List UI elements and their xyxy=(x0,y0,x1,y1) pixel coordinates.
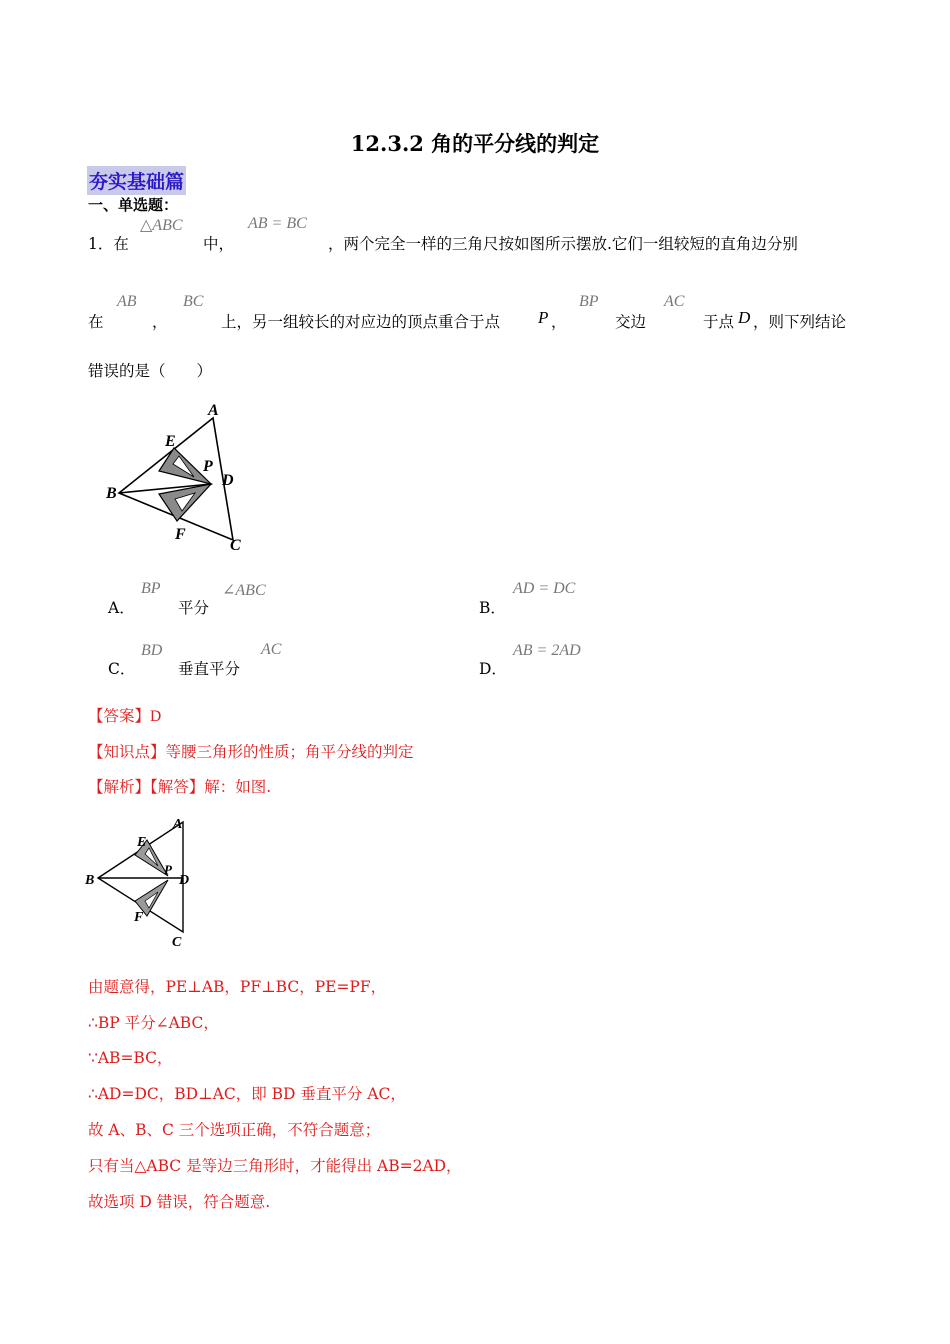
question-text: ，两个完全一样的三角尺按如图所示摆放.它们一组较短的直角边分别 xyxy=(328,235,798,253)
question-text: ， xyxy=(152,313,168,331)
question-text: 在 xyxy=(88,313,104,331)
answer-line xyxy=(88,704,161,726)
question-text: ，则下列结论 xyxy=(753,313,847,331)
solution-line-1: 由题意得，PE⊥AB，PF⊥BC，PE=PF， xyxy=(88,978,387,996)
question-text: 于点 xyxy=(703,313,735,331)
label-f: F xyxy=(134,910,144,925)
knowledge-tag: 【知识点】 xyxy=(88,743,166,761)
question-number: 1．在 xyxy=(88,235,129,253)
question-text: 交边 xyxy=(615,313,647,331)
triangle-abc-shape xyxy=(119,418,233,540)
section-heading: 夯实基础篇 xyxy=(87,166,186,195)
question-text: 中， xyxy=(203,235,235,253)
label-d: D xyxy=(179,873,190,888)
label-c: C xyxy=(230,537,241,554)
knowledge-value: 等腰三角形的性质；角平分线的判定 xyxy=(165,743,414,761)
label-a: A xyxy=(173,817,183,832)
page-title: 12.3.2 角的平分线的判定 xyxy=(350,131,600,156)
option-c-math: BD xyxy=(141,642,163,659)
analysis-tag: 【解析】【解答】 xyxy=(88,778,205,796)
label-p: P xyxy=(164,862,172,877)
label-a: A xyxy=(208,402,219,419)
question-type: 一、单选题： xyxy=(88,196,179,214)
label-e: E xyxy=(165,433,176,450)
label-e: E xyxy=(137,835,147,850)
option-a-text: 平分 xyxy=(178,599,210,617)
option-a-math: ∠ABC xyxy=(222,582,266,599)
question-text: ， xyxy=(551,313,567,331)
label-p: P xyxy=(203,458,213,475)
option-c-label: C． xyxy=(108,660,136,678)
math-ab-eq-bc: AB = BC xyxy=(248,215,307,232)
solution-line-2: ∴BP 平分∠ABC， xyxy=(88,1014,219,1032)
analysis-value: 解：如图. xyxy=(204,778,272,796)
math-d: D xyxy=(738,308,751,327)
option-d-math: AB = 2AD xyxy=(513,642,581,659)
option-c-math: AC xyxy=(261,641,282,658)
math-ab: AB xyxy=(117,293,137,310)
math-bp: BP xyxy=(579,293,599,310)
option-a-label: A． xyxy=(108,599,135,617)
triangle-figure xyxy=(95,398,255,558)
analysis-line xyxy=(88,775,271,797)
question-text: 错误的是（ ） xyxy=(88,362,213,380)
solution-line-6: 只有当△ABC 是等边三角形时，才能得出 AB=2AD， xyxy=(88,1157,462,1175)
option-b-label: B． xyxy=(479,599,506,617)
option-c-text: 垂直平分 xyxy=(178,660,241,678)
solution-figure xyxy=(82,812,207,952)
label-b: B xyxy=(85,873,95,888)
solution-line-4: ∴AD=DC，BD⊥AC，即 BD 垂直平分 AC， xyxy=(88,1085,406,1103)
solution-line-5: 故 A、B、C 三个选项正确，不符合题意； xyxy=(88,1121,381,1139)
question-text: 上，另一组较长的对应边的顶点重合于点 xyxy=(221,313,501,331)
label-b: B xyxy=(106,485,117,502)
math-bc: BC xyxy=(183,293,204,310)
label-c: C xyxy=(172,935,182,950)
option-b-math: AD = DC xyxy=(513,580,576,597)
knowledge-line xyxy=(88,740,414,762)
math-ac: AC xyxy=(664,293,685,310)
solution-line-3: ∵AB=BC， xyxy=(88,1049,173,1067)
label-f: F xyxy=(175,526,186,543)
solution-line-7: 故选项 D 错误，符合题意. xyxy=(88,1193,271,1211)
answer-value: D xyxy=(150,708,162,725)
math-p: P xyxy=(538,308,549,327)
option-d-label: D． xyxy=(479,660,507,678)
option-a-math: BP xyxy=(141,580,161,597)
label-d: D xyxy=(222,472,234,489)
answer-tag: 【答案】 xyxy=(88,707,151,725)
math-triangle-abc: △ABC xyxy=(140,217,183,234)
